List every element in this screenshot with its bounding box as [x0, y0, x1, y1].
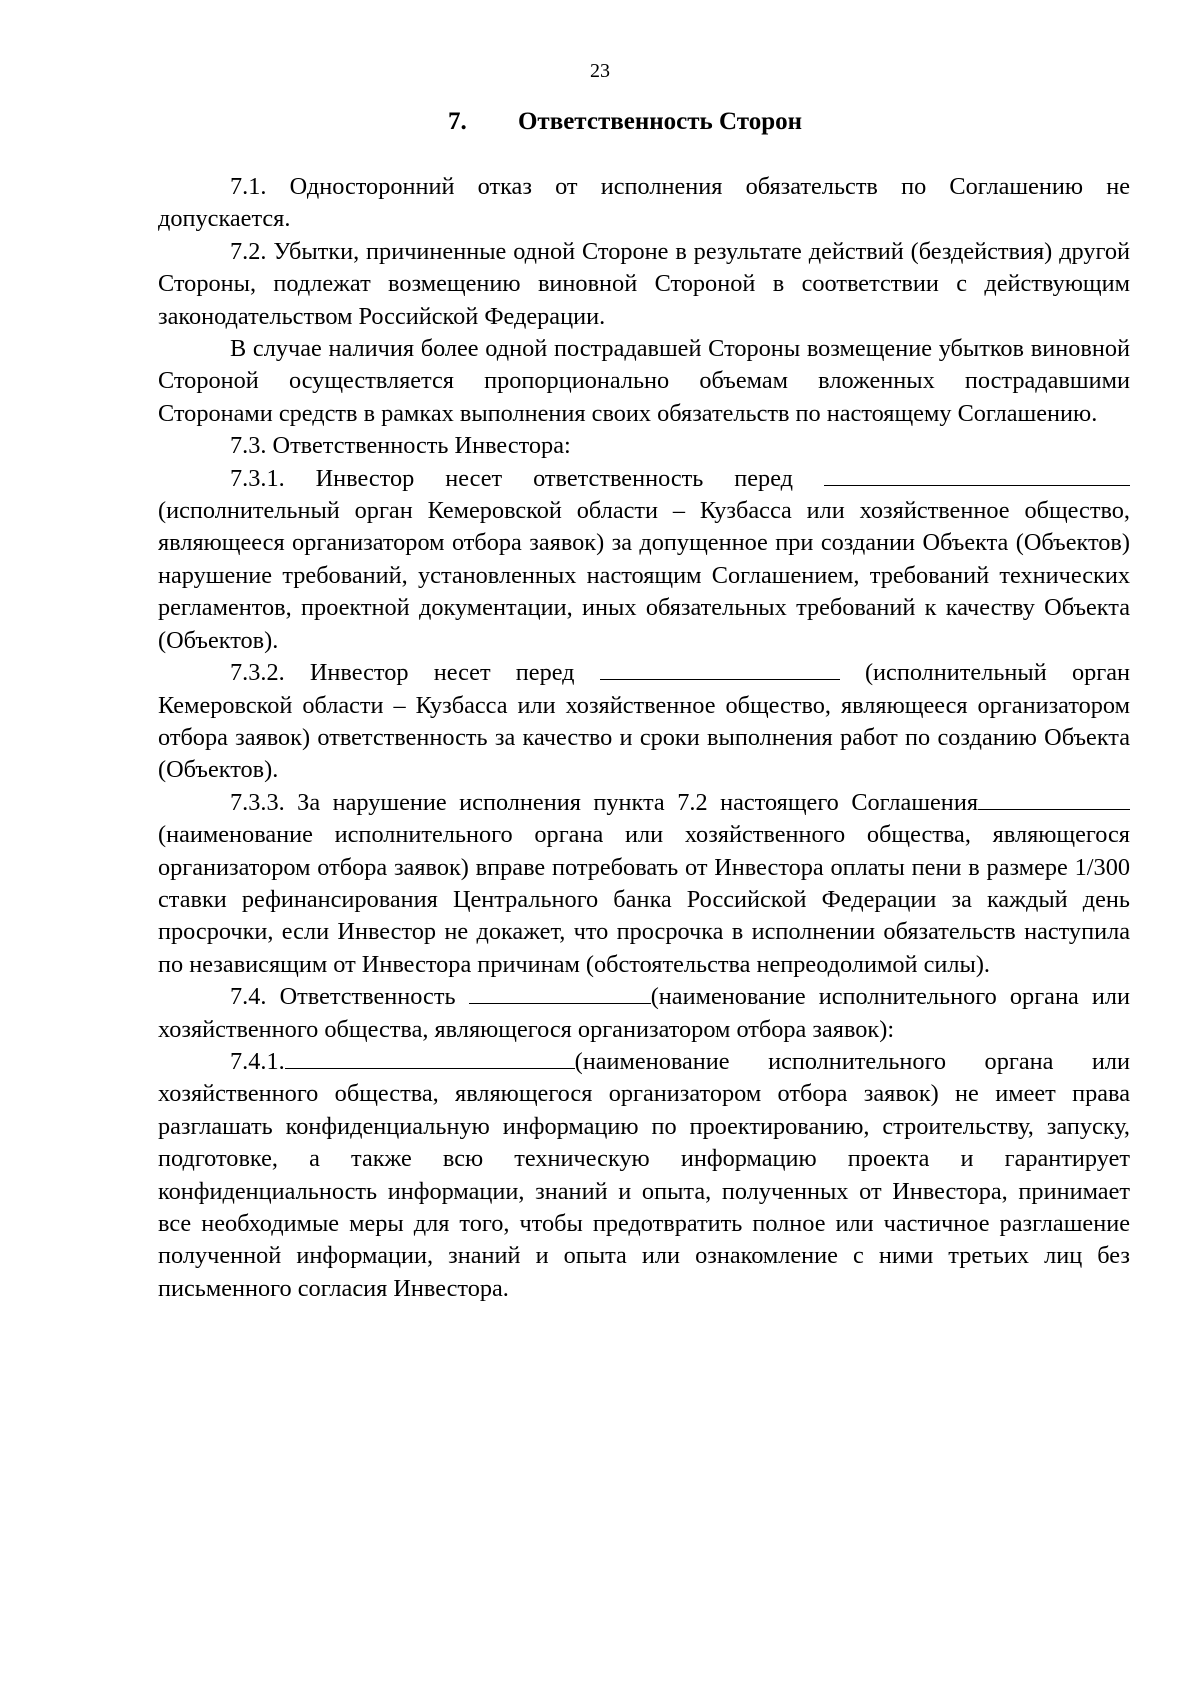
paragraph-7-3-3-rest: (наименование исполнительного органа или хозяйственного общества, являющегося организатором отбора заявок) вправе потребовать от Инвестора оплаты пени в размере 1/300 ставки рефинансирования Центрального банка Российской Федерации за каждый день просрочки, если Инвестор не докажет, что просрочка в исполнении обязательств наступила по независящим от Инвестора причинам (обстоятельства непреодолимой силы). [158, 821, 1130, 978]
paragraph-7-3-3-lead: 7.3.3. За нарушение исполнения пункта 7.2 настоящего Соглашения [230, 788, 978, 816]
paragraph-7-1: 7.1. Односторонний отказ от исполнения обязательств по Соглашению не допускается. [158, 173, 1130, 233]
section-heading [0, 106, 1200, 138]
paragraph-7-3-2-lead: 7.3.2. Инвестор несет перед [230, 659, 575, 687]
page-number: 23 [590, 60, 610, 82]
blank-line [285, 1046, 575, 1069]
paragraph-7-3-3 [158, 787, 1130, 981]
paragraph-7-4-1 [158, 1046, 1130, 1305]
paragraph-7-2-continued: В случае наличия более одной пострадавшей Стороны возмещение убытков виновной Стороной осуществляется пропорционально объемам вложенных пострадавшими Сторонами средств в рамках выполнения своих обязательств по настоящему Соглашению. [158, 335, 1130, 427]
paragraph-7-3-2-rest: (исполнительный орган Кемеровской области – Кузбасса или хозяйственное общество, являющееся организатором отбора заявок) ответственность за качество и сроки выполнения работ по созданию Объекта (Объектов). [158, 659, 1130, 784]
blank-line [600, 657, 840, 680]
blank-line [978, 787, 1130, 810]
paragraph-7-3-1-lead: 7.3.1. Инвестор несет ответственность перед [230, 464, 794, 492]
blank-line [824, 463, 1130, 486]
paragraph-7-4-1-rest: (наименование исполнительного органа или хозяйственного общества, являющегося организатором отбора заявок) не имеет права разглашать конфиденциальную информацию по проектированию, строительству, запуску, подготовке, а также всю техническую информацию проекта и гарантирует конфиденциальность информации, знаний и опыта, полученных от Инвестора, принимает все необходимые меры для того, чтобы предотвратить полное или частичное разглашение полученной информации, знаний и опыта или ознакомление с ними третьих лиц без письменного согласия Инвестора. [158, 1047, 1130, 1302]
paragraph-7-4-lead: 7.4. Ответственность [230, 983, 456, 1011]
paragraph-7-3: 7.3. Ответственность Инвестора: [230, 432, 571, 460]
paragraph-7-3-1 [158, 463, 1130, 657]
section-title: Ответственность Сторон [517, 108, 803, 135]
paragraph-7-4-1-lead: 7.4.1. [230, 1047, 285, 1075]
section-number: 7. [447, 108, 467, 135]
document-body [158, 171, 1130, 1305]
paragraph-7-2: 7.2. Убытки, причиненные одной Стороне в результате действий (бездействия) другой Стороны, подлежат возмещению виновной Стороной в соответствии с действующим законодательством Российской Федерации. [158, 237, 1130, 330]
paragraph-7-3-1-rest: (исполнительный орган Кемеровской области – Кузбасса или хозяйственное общество, являющееся организатором отбора заявок) за допущенное при создании Объекта (Объектов) нарушение требований, установленных настоящим Соглашением, требований технических регламентов, проектной документации, иных обязательных требований к качеству Объекта (Объектов). [158, 497, 1130, 654]
blank-line [469, 981, 651, 1004]
paragraph-7-4 [158, 981, 1130, 1046]
paragraph-7-3-2 [158, 657, 1130, 787]
paragraph-7-4-rest: (наименование исполнительного органа или хозяйственного общества, являющегося организатором отбора заявок): [158, 983, 1130, 1043]
